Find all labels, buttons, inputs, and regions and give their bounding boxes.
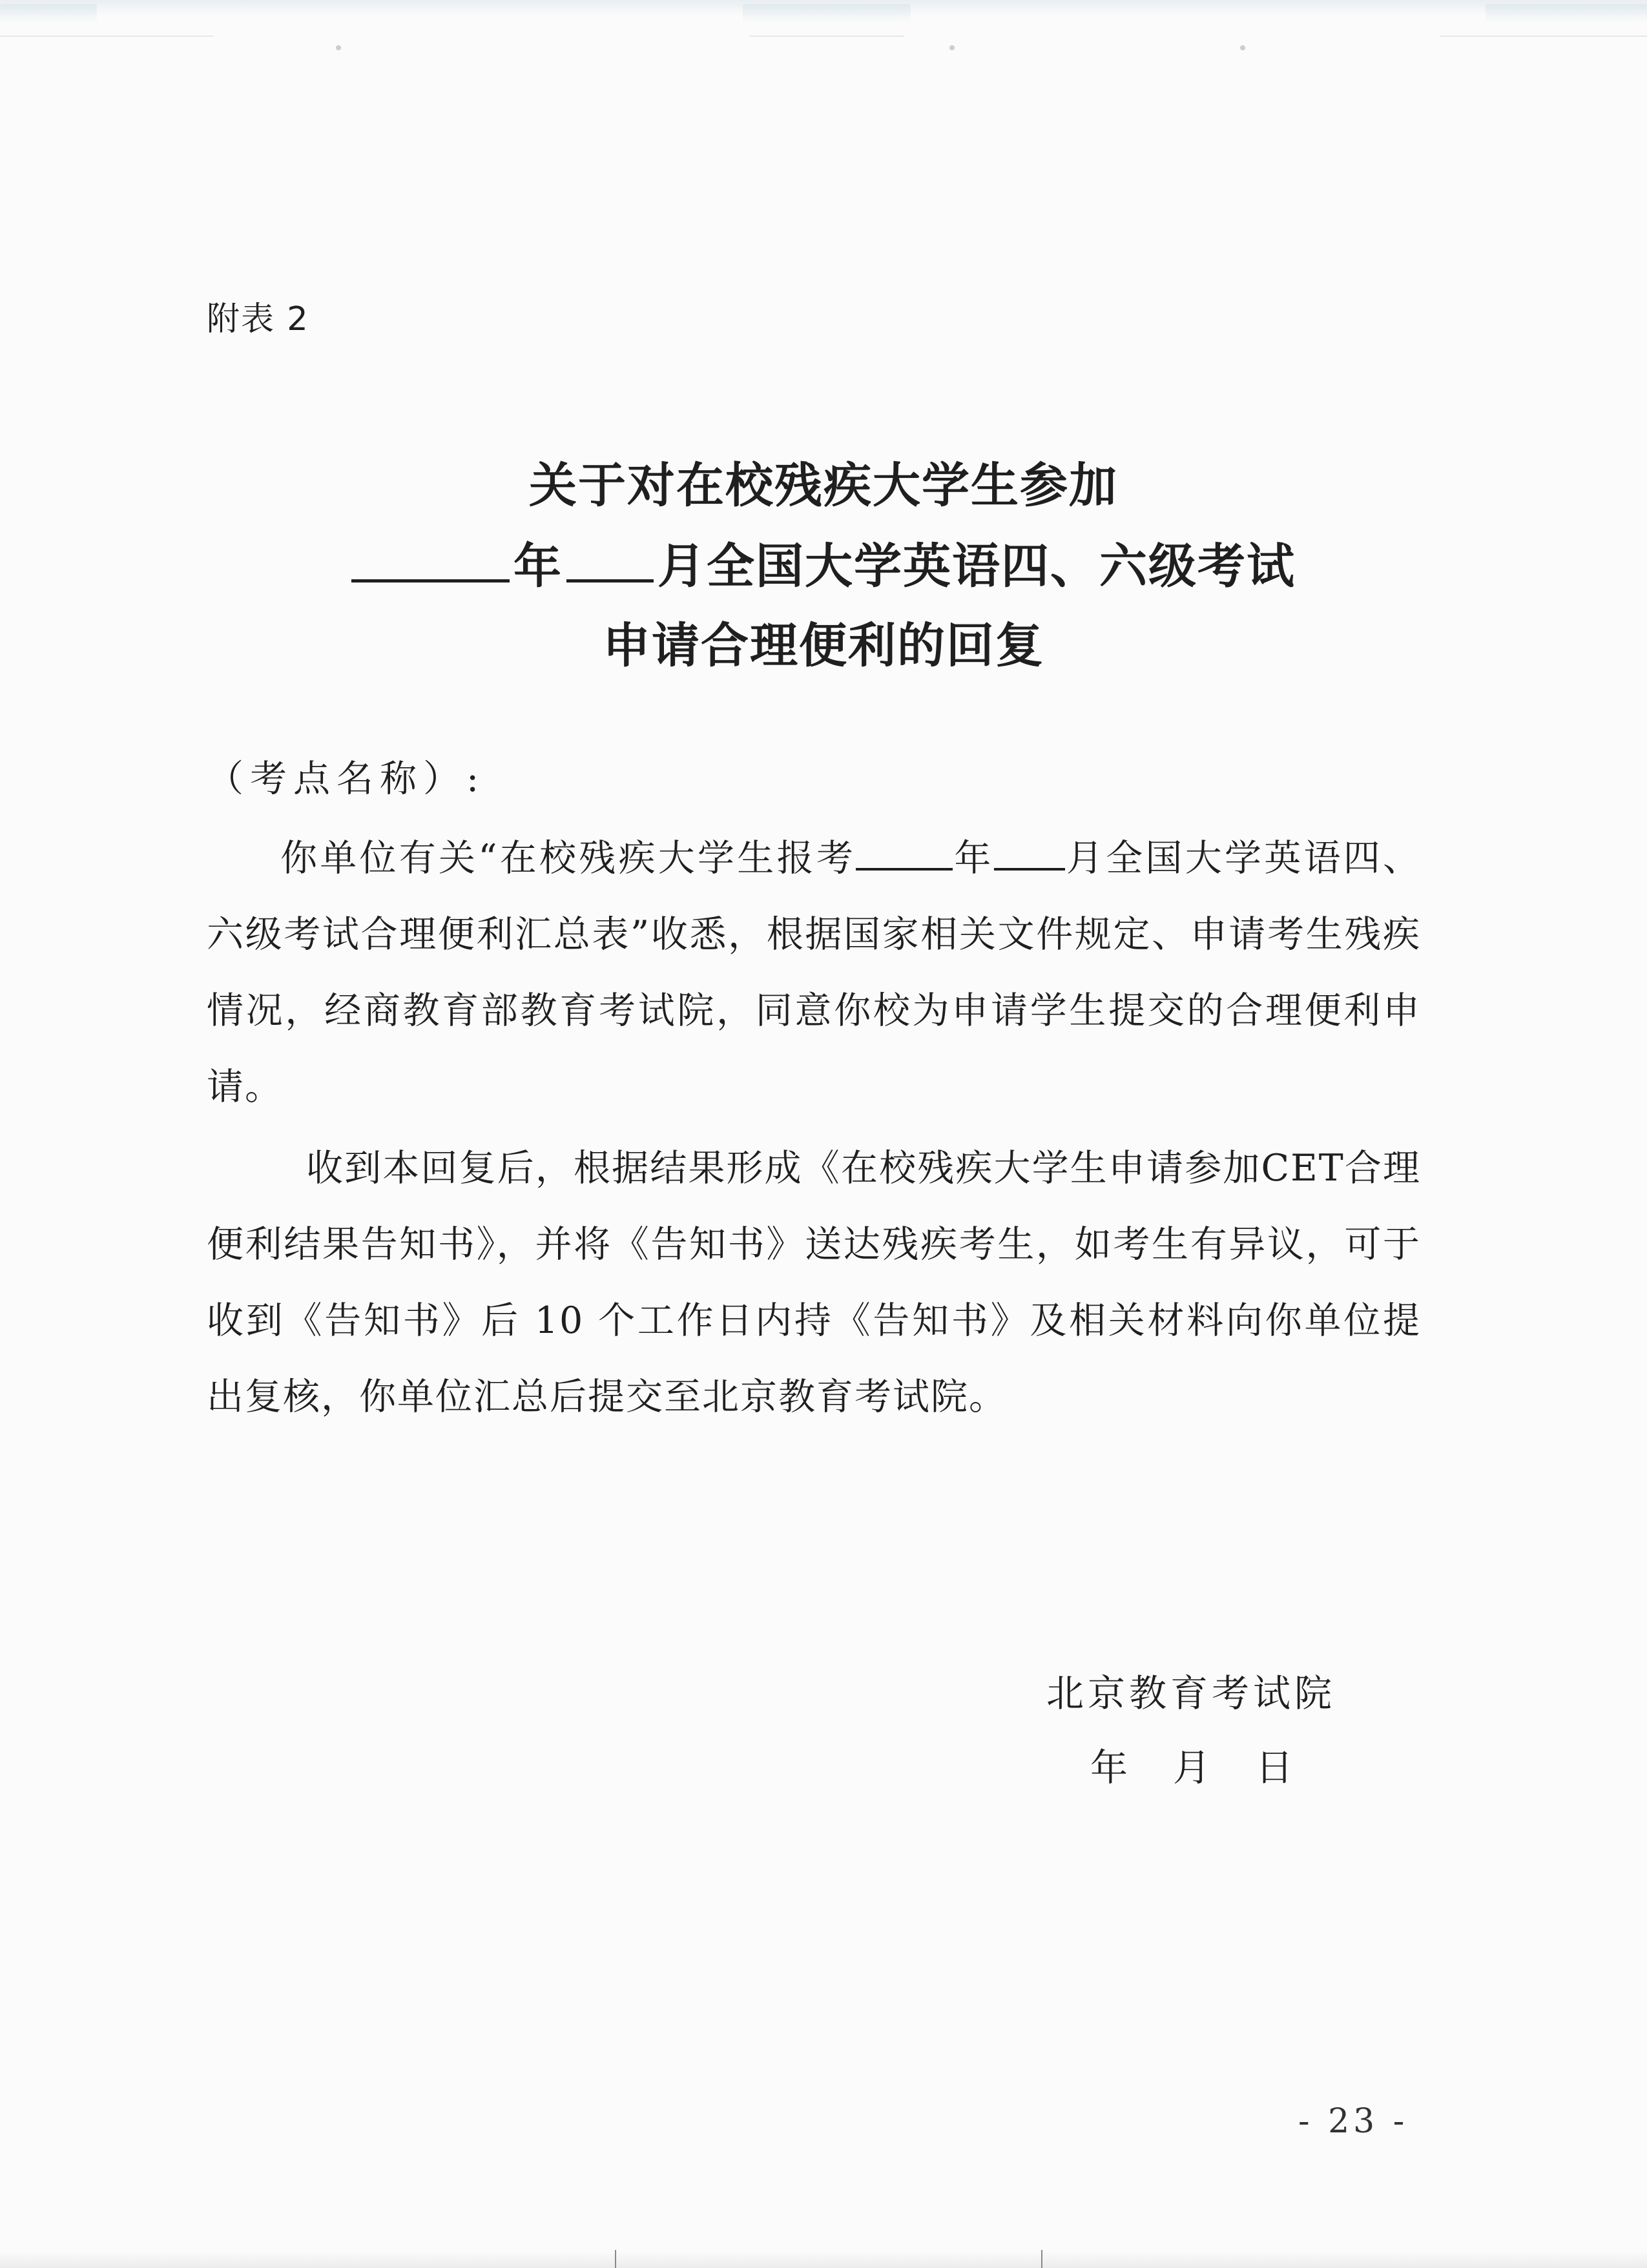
- title-line-2: [0, 528, 1647, 597]
- month-blank: [994, 835, 1065, 871]
- scan-tick: [1041, 2250, 1042, 2268]
- scan-mark: [1486, 4, 1647, 23]
- date-day: 日: [1256, 1746, 1294, 1789]
- title-line-3: 申请合理便利的回复: [603, 618, 1044, 674]
- salutation: （考点名称）:: [207, 758, 486, 800]
- paragraph-1-year: 年: [953, 837, 994, 880]
- title-line-2-rest: 月全国大学英语四、六级考试: [658, 539, 1296, 594]
- paragraph-1: [207, 820, 1421, 1125]
- scan-dot: [1240, 45, 1245, 50]
- scan-mark: [743, 4, 911, 23]
- paragraph-2: 收到本回复后，根据结果形成《在校残疾大学生申请参加CET合理便利结果告知书》，并将《告知书》送达残疾考生，如考生有异议，可于收到《告知书》后 10 个工作日内持《告知书》及相关材料向你单位提出复核，你单位汇总后提交至北京教育考试院。: [207, 1147, 1421, 1418]
- signature-date: [1090, 1737, 1293, 1791]
- scan-dot: [336, 45, 341, 50]
- date-month: 月: [1173, 1746, 1211, 1789]
- page-number: - 23 -: [1298, 2102, 1409, 2141]
- scan-dot: [949, 45, 955, 50]
- attachment-label: 附表 2: [207, 300, 309, 338]
- scan-line: [1440, 36, 1647, 37]
- title-year-text: 年: [513, 539, 563, 594]
- signature-org: 北京教育考试院: [1046, 1671, 1336, 1715]
- date-year: 年: [1090, 1746, 1128, 1789]
- scan-tick: [615, 2250, 616, 2268]
- scan-line: [0, 36, 213, 37]
- year-blank: [856, 835, 953, 871]
- month-blank: [566, 535, 654, 582]
- scan-line: [749, 36, 904, 37]
- scan-mark: [0, 4, 97, 23]
- title-line-1: 关于对在校残疾大学生参加: [529, 458, 1118, 513]
- paragraph-1-part-2: 月全国大学英语四、六级考试合理便利汇总表”收悉，根据国家相关文件规定、申请考生残疾情况，经商教育部教育考试院，同意你校为申请学生提交的合理便利申请。: [207, 837, 1422, 1108]
- paragraph-1-part-1: 你单位有关“在校残疾大学生报考: [280, 837, 856, 880]
- scan-bottom-edge: [0, 2251, 1647, 2268]
- year-blank: [351, 535, 510, 582]
